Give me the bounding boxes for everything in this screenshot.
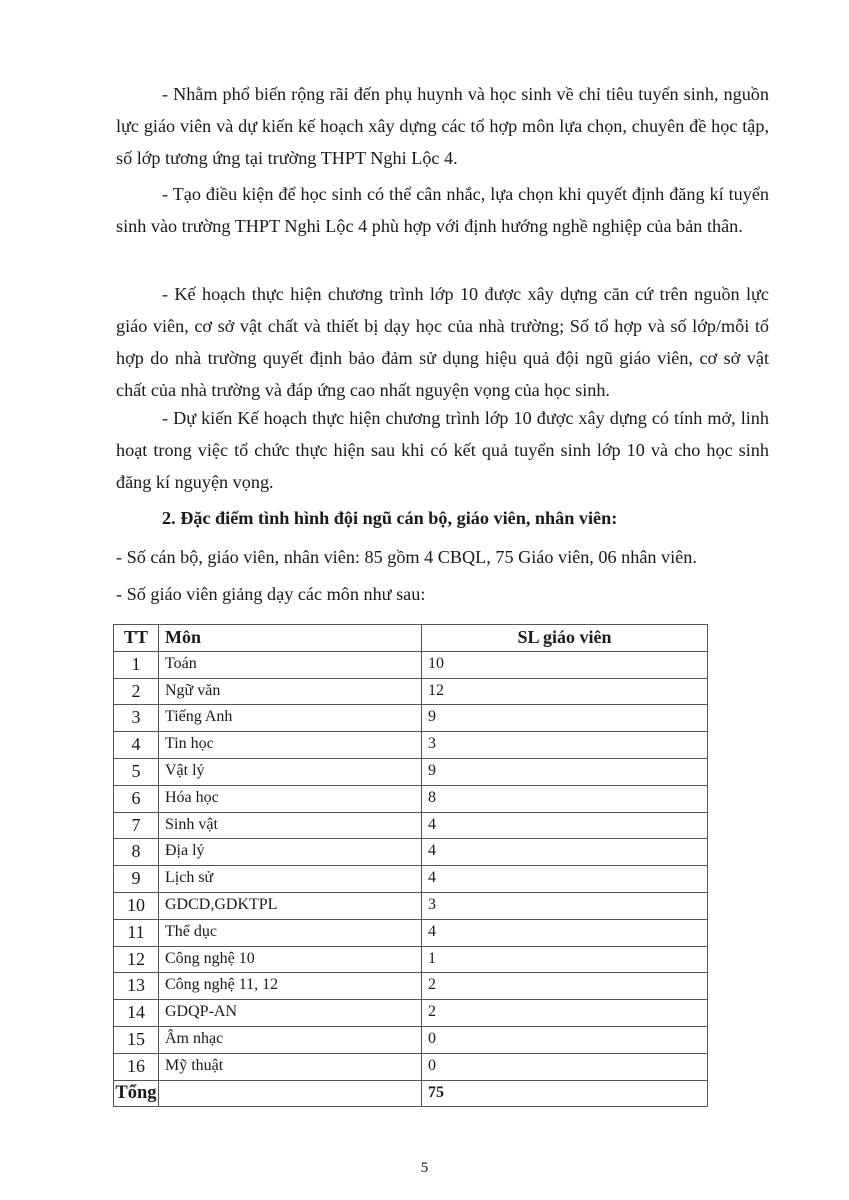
table-row [114,1053,708,1080]
row-teacher-count: 3 [422,892,708,919]
row-number: 13 [114,973,159,1000]
row-teacher-count: 2 [422,973,708,1000]
total-label: Tổng [114,1080,159,1107]
row-subject: Toán [159,651,422,678]
staff-summary: - Số cán bộ, giáo viên, nhân viên: 85 gồm 4 CBQL, 75 Giáo viên, 06 nhân viên. [116,547,697,567]
row-subject: Tin học [159,732,422,759]
table-row [114,705,708,732]
row-teacher-count: 1 [422,946,708,973]
row-subject: Tiếng Anh [159,705,422,732]
row-subject: Lịch sử [159,866,422,893]
row-number: 5 [114,758,159,785]
table-row [114,812,708,839]
row-number: 12 [114,946,159,973]
row-subject: GDQP-AN [159,1000,422,1027]
page-number: 5 [420,1160,429,1176]
table-row [114,785,708,812]
row-teacher-count: 0 [422,1053,708,1080]
row-number: 11 [114,919,159,946]
row-teacher-count: 4 [422,866,708,893]
row-number: 2 [114,678,159,705]
table-row [114,678,708,705]
row-teacher-count: 0 [422,1026,708,1053]
paragraph-purpose-2: - Tạo điều kiện để học sinh có thể cân nhắc, lựa chọn khi quyết định đăng kí tuyển sinh vào trường THPT Nghi Lộc 4 phù hợp với định hướng nghề nghiệp của bản thân. [116,184,769,236]
row-teacher-count: 4 [422,839,708,866]
table-header-row [114,625,708,652]
row-teacher-count: 9 [422,758,708,785]
row-subject: Công nghệ 11, 12 [159,973,422,1000]
row-subject: Địa lý [159,839,422,866]
row-teacher-count: 4 [422,812,708,839]
header-tt: TT [114,625,159,652]
table-row [114,866,708,893]
header-count: SL giáo viên [422,625,708,652]
table-total-row [114,1080,708,1107]
total-subject [159,1080,422,1107]
row-number: 8 [114,839,159,866]
row-subject: Âm nhạc [159,1026,422,1053]
table-row [114,732,708,759]
row-subject: Hóa học [159,785,422,812]
row-number: 16 [114,1053,159,1080]
table-body [114,651,708,1107]
header-subject: Môn [159,625,422,652]
table-row [114,758,708,785]
row-subject: Vật lý [159,758,422,785]
section-heading: 2. Đặc điểm tình hình đội ngũ cán bộ, giáo viên, nhân viên: [162,508,618,528]
row-subject: GDCD,GDKTPL [159,892,422,919]
row-number: 6 [114,785,159,812]
row-subject: Sinh vật [159,812,422,839]
table-row [114,839,708,866]
row-number: 9 [114,866,159,893]
row-subject: Công nghệ 10 [159,946,422,973]
paragraph-purpose-1: - Nhằm phổ biến rộng rãi đến phụ huynh và học sinh về chỉ tiêu tuyển sinh, nguồn lực giáo viên và dự kiến kế hoạch xây dựng các tổ hợp môn lựa chọn, chuyên đề học tập, số lớp tương ứng tại trường THPT Nghi Lộc 4. [116,84,769,168]
row-number: 4 [114,732,159,759]
row-teacher-count: 4 [422,919,708,946]
row-number: 15 [114,1026,159,1053]
row-teacher-count: 12 [422,678,708,705]
row-teacher-count: 8 [422,785,708,812]
row-number: 3 [114,705,159,732]
table-row [114,651,708,678]
table-intro: - Số giáo viên giảng dạy các môn như sau: [116,584,426,604]
row-teacher-count: 9 [422,705,708,732]
row-teacher-count: 10 [422,651,708,678]
row-number: 10 [114,892,159,919]
paragraph-purpose-4: - Dự kiến Kế hoạch thực hiện chương trình lớp 10 được xây dựng có tính mở, linh hoạt trong việc tổ chức thực hiện sau khi có kết quả tuyển sinh lớp 10 và cho học sinh đăng kí nguyện vọng. [116,408,769,492]
paragraph-purpose-3: - Kế hoạch thực hiện chương trình lớp 10 được xây dựng căn cứ trên nguồn lực giáo viên, cơ sở vật chất và thiết bị dạy học của nhà trường; Số tổ hợp và số lớp/mỗi tổ hợp do nhà trường quyết định bảo đảm sử dụng hiệu quả đội ngũ giáo viên, cơ sở vật chất của nhà trường và đáp ứng cao nhất nguyện vọng của học sinh. [116,284,769,400]
table-row [114,973,708,1000]
row-subject: Ngữ văn [159,678,422,705]
row-number: 1 [114,651,159,678]
table-row [114,919,708,946]
table-row [114,892,708,919]
row-teacher-count: 2 [422,1000,708,1027]
row-teacher-count: 3 [422,732,708,759]
row-subject: Mỹ thuật [159,1053,422,1080]
teacher-count-table [113,624,708,1107]
total-count: 75 [422,1080,708,1107]
table-row [114,1026,708,1053]
row-number: 14 [114,1000,159,1027]
table-row [114,946,708,973]
row-subject: Thể dục [159,919,422,946]
table-row [114,1000,708,1027]
row-number: 7 [114,812,159,839]
